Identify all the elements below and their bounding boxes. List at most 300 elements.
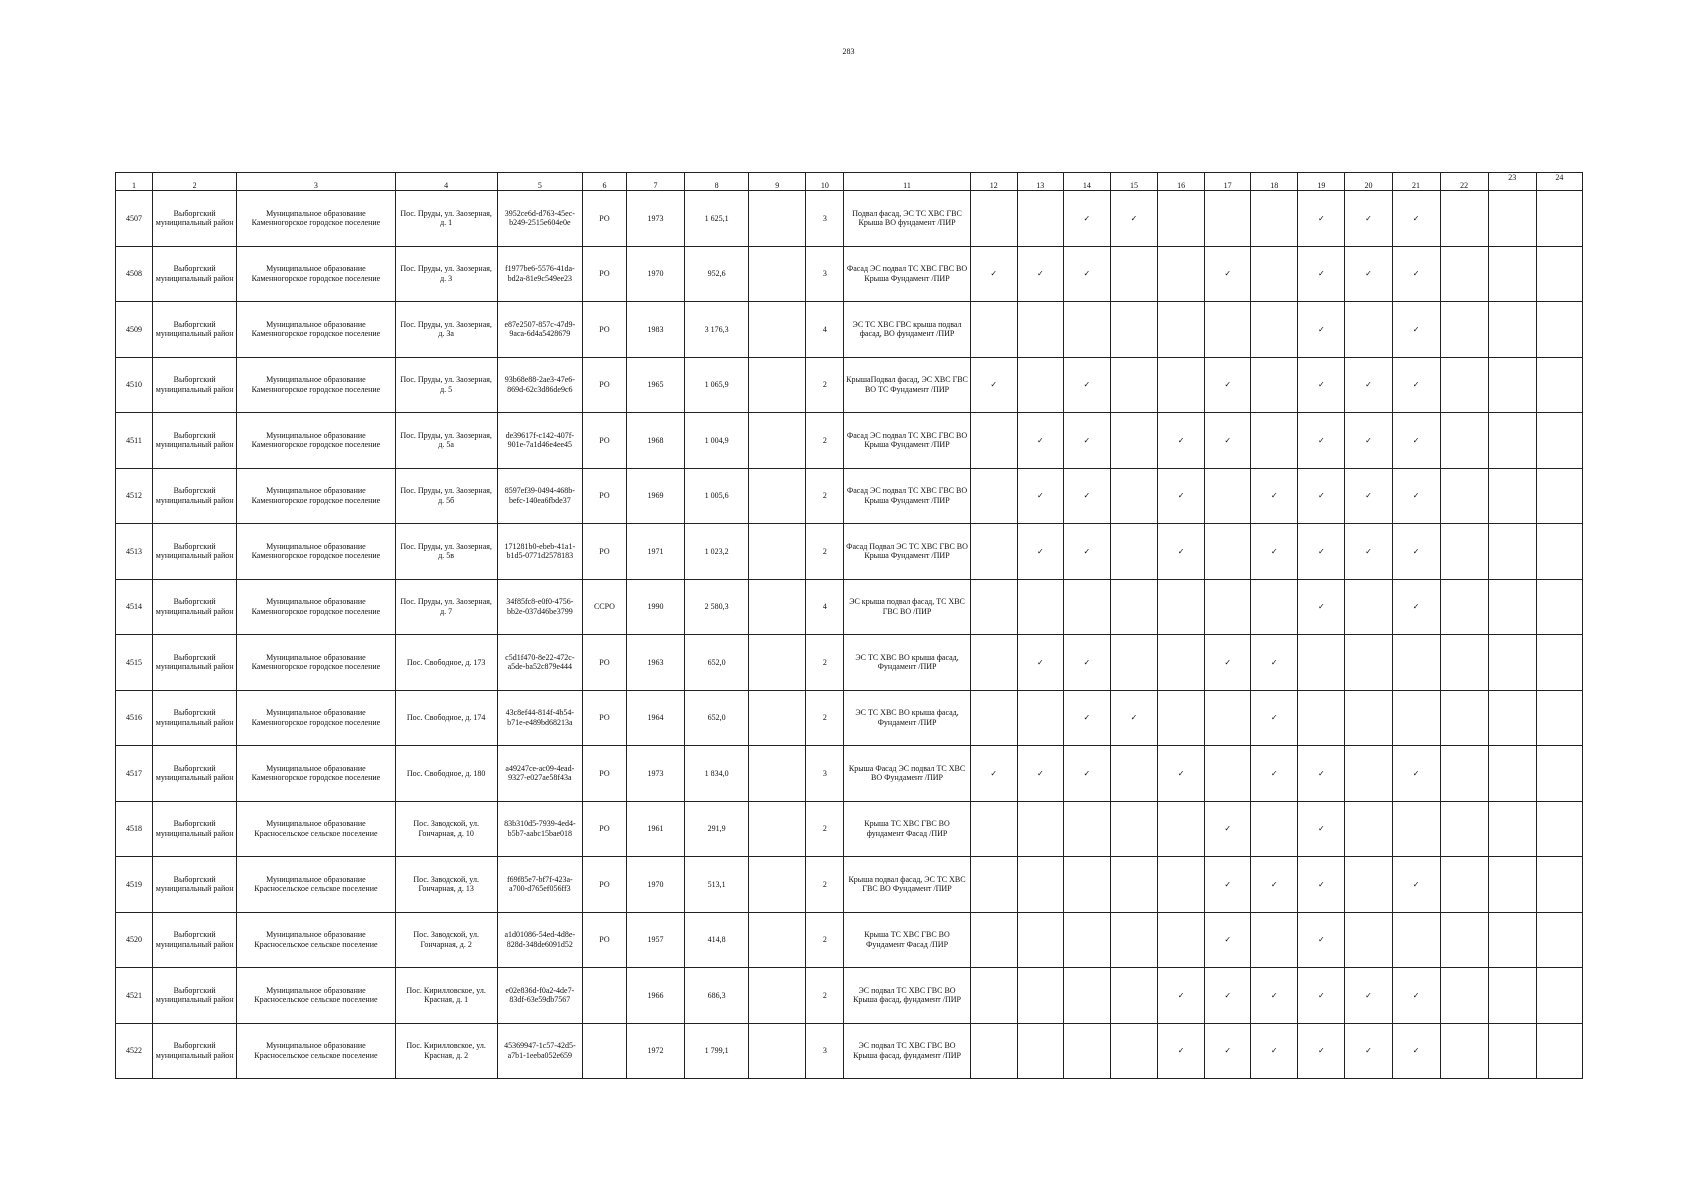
work-cell-col-24 xyxy=(1536,912,1582,968)
work-cell-col-14 xyxy=(1063,468,1110,524)
year-cell: 1990 xyxy=(627,579,685,635)
work-cell-col-15 xyxy=(1110,524,1157,580)
table-row xyxy=(116,857,1583,913)
row-number: 4518 xyxy=(116,801,153,857)
table-row xyxy=(116,357,1583,413)
municipality-cell: Муниципальное образование Каменногорское городское поселение xyxy=(237,468,395,524)
col9-cell xyxy=(749,579,806,635)
column-header-7: 7 xyxy=(627,173,685,191)
work-cell-col-14 xyxy=(1063,968,1110,1024)
row-number: 4520 xyxy=(116,912,153,968)
column-header-9: 9 xyxy=(749,173,806,191)
check-mark-icon: ✓ xyxy=(1177,491,1185,500)
check-mark-icon: ✓ xyxy=(1036,435,1044,445)
work-cell-col-16 xyxy=(1158,579,1205,635)
work-cell-col-15 xyxy=(1110,857,1157,913)
work-cell-col-22 xyxy=(1440,246,1488,302)
col9-cell xyxy=(749,524,806,580)
table-row xyxy=(116,968,1583,1024)
check-mark-icon: ✓ xyxy=(1224,824,1232,833)
work-cell-col-21 xyxy=(1392,857,1440,913)
work-cell-col-16 xyxy=(1158,968,1205,1024)
check-mark-icon: ✓ xyxy=(1365,491,1372,500)
guid-cell: 171281b0-ebeb-41a1-b1d5-0771d2578183 xyxy=(497,524,582,580)
work-cell-col-22 xyxy=(1440,524,1488,580)
area-cell: 652,0 xyxy=(685,635,749,691)
table-row xyxy=(116,413,1583,469)
column-header-12: 12 xyxy=(970,173,1017,191)
work-cell-col-19 xyxy=(1298,468,1345,524)
works-cell: ЭС ТС ХВС ГВС крыша подвал фасад, ВО фундамент /ПИР xyxy=(844,302,970,358)
check-mark-icon: ✓ xyxy=(1270,491,1278,500)
work-cell-col-16 xyxy=(1158,357,1205,413)
work-cell-col-15 xyxy=(1110,246,1157,302)
works-cell: КрышаПодвал фасад, ЭС ХВС ГВС ВО ТС Фундамент /ПИР xyxy=(844,357,970,413)
work-cell-col-23 xyxy=(1488,357,1536,413)
column-header-22: 22 xyxy=(1440,173,1488,191)
work-cell-col-22 xyxy=(1440,912,1488,968)
guid-cell: e02e836d-f0a2-4de7-83df-63e59db7567 xyxy=(497,968,582,1024)
year-cell: 1965 xyxy=(627,357,685,413)
check-mark-icon: ✓ xyxy=(1365,380,1372,389)
work-cell-col-16 xyxy=(1158,1023,1205,1079)
work-cell-col-15 xyxy=(1110,746,1157,802)
work-cell-col-14 xyxy=(1063,1023,1110,1079)
work-cell-col-19 xyxy=(1298,1023,1345,1079)
check-mark-icon: ✓ xyxy=(1412,324,1420,334)
work-cell-col-13 xyxy=(1017,579,1063,635)
check-mark-icon: ✓ xyxy=(1318,380,1325,389)
district-cell: Выборгский муниципальный район xyxy=(153,801,237,857)
check-mark-icon: ✓ xyxy=(1036,491,1044,500)
check-mark-icon: ✓ xyxy=(1412,990,1420,1000)
work-cell-col-13 xyxy=(1017,302,1063,358)
work-cell-col-24 xyxy=(1536,1023,1582,1079)
municipality-cell: Муниципальное образование Каменногорское городское поселение xyxy=(237,579,395,635)
type-cell: РО xyxy=(582,801,626,857)
check-mark-icon: ✓ xyxy=(1130,213,1138,223)
column-header-15: 15 xyxy=(1110,173,1157,191)
work-cell-col-12 xyxy=(970,746,1017,802)
work-cell-col-18 xyxy=(1251,746,1298,802)
work-cell-col-18 xyxy=(1251,413,1298,469)
work-cell-col-23 xyxy=(1488,746,1536,802)
row-number: 4522 xyxy=(116,1023,153,1079)
work-cell-col-24 xyxy=(1536,246,1582,302)
work-cell-col-22 xyxy=(1440,746,1488,802)
address-cell: Пос. Пруды, ул. Заозерная, д. 5б xyxy=(395,468,497,524)
address-cell: Пос. Заводской, ул. Гончарная, д. 2 xyxy=(395,912,497,968)
work-cell-col-18 xyxy=(1251,357,1298,413)
address-cell: Пос. Свободное, д. 174 xyxy=(395,690,497,746)
works-cell: Крыша Фасад ЭС подвал ТС ХВС ВО Фундамент /ПИР xyxy=(844,746,970,802)
work-cell-col-12 xyxy=(970,635,1017,691)
check-mark-icon: ✓ xyxy=(1224,435,1232,445)
work-cell-col-14 xyxy=(1063,746,1110,802)
check-mark-icon: ✓ xyxy=(1177,1046,1185,1055)
works-cell: ЭС подвал ТС ХВС ГВС ВО Крыша фасад, фундамент /ПИР xyxy=(844,968,970,1024)
municipality-cell: Муниципальное образование Каменногорское городское поселение xyxy=(237,524,395,580)
work-cell-col-19 xyxy=(1298,746,1345,802)
col10-cell: 3 xyxy=(806,1023,844,1079)
work-cell-col-24 xyxy=(1536,801,1582,857)
municipality-cell: Муниципальное образование Каменногорское городское поселение xyxy=(237,302,395,358)
work-cell-col-14 xyxy=(1063,524,1110,580)
work-cell-col-18 xyxy=(1251,801,1298,857)
work-cell-col-15 xyxy=(1110,635,1157,691)
work-cell-col-17 xyxy=(1205,635,1251,691)
work-cell-col-19 xyxy=(1298,635,1345,691)
check-mark-icon: ✓ xyxy=(1036,546,1044,556)
check-mark-icon: ✓ xyxy=(1412,269,1420,278)
col10-cell: 2 xyxy=(806,801,844,857)
check-mark-icon: ✓ xyxy=(1083,713,1091,722)
work-cell-col-17 xyxy=(1205,246,1251,302)
work-cell-col-14 xyxy=(1063,801,1110,857)
works-cell: Фасад ЭС подвал ТС ХВС ГВС ВО Крыша Фундамент /ПИР xyxy=(844,413,970,469)
work-cell-col-18 xyxy=(1251,524,1298,580)
work-cell-col-22 xyxy=(1440,191,1488,247)
check-mark-icon: ✓ xyxy=(990,768,998,778)
work-cell-col-12 xyxy=(970,1023,1017,1079)
check-mark-icon: ✓ xyxy=(1270,1046,1278,1055)
work-cell-col-20 xyxy=(1345,912,1392,968)
work-cell-col-15 xyxy=(1110,302,1157,358)
work-cell-col-19 xyxy=(1298,857,1345,913)
work-cell-col-23 xyxy=(1488,801,1536,857)
column-header-18: 18 xyxy=(1251,173,1298,191)
work-cell-col-21 xyxy=(1392,690,1440,746)
table-row xyxy=(116,1023,1583,1079)
area-cell: 686,3 xyxy=(685,968,749,1024)
district-cell: Выборгский муниципальный район xyxy=(153,635,237,691)
check-mark-icon: ✓ xyxy=(1270,879,1278,889)
area-cell: 3 176,3 xyxy=(685,302,749,358)
works-cell: Фасад ЭС подвал ТС ХВС ГВС ВО Крыша Фундамент /ПИР xyxy=(844,246,970,302)
work-cell-col-20 xyxy=(1345,246,1392,302)
table-row xyxy=(116,579,1583,635)
year-cell: 1969 xyxy=(627,468,685,524)
work-cell-col-14 xyxy=(1063,912,1110,968)
municipality-cell: Муниципальное образование Красносельское сельское поселение xyxy=(237,801,395,857)
work-cell-col-12 xyxy=(970,912,1017,968)
check-mark-icon: ✓ xyxy=(1412,879,1420,889)
type-cell: РО xyxy=(582,857,626,913)
work-cell-col-17 xyxy=(1205,413,1251,469)
municipality-cell: Муниципальное образование Каменногорское городское поселение xyxy=(237,746,395,802)
work-cell-col-24 xyxy=(1536,357,1582,413)
row-number: 4507 xyxy=(116,191,153,247)
work-cell-col-15 xyxy=(1110,579,1157,635)
col9-cell xyxy=(749,357,806,413)
district-cell: Выборгский муниципальный район xyxy=(153,968,237,1024)
work-cell-col-20 xyxy=(1345,746,1392,802)
row-number: 4513 xyxy=(116,524,153,580)
check-mark-icon: ✓ xyxy=(1130,713,1138,722)
work-cell-col-21 xyxy=(1392,468,1440,524)
work-cell-col-17 xyxy=(1205,857,1251,913)
area-cell: 513,1 xyxy=(685,857,749,913)
work-cell-col-15 xyxy=(1110,801,1157,857)
check-mark-icon: ✓ xyxy=(1270,713,1278,722)
table-row xyxy=(116,801,1583,857)
check-mark-icon: ✓ xyxy=(1177,435,1185,445)
work-cell-col-24 xyxy=(1536,191,1582,247)
work-cell-col-14 xyxy=(1063,246,1110,302)
col10-cell: 2 xyxy=(806,968,844,1024)
column-header-1: 1 xyxy=(116,173,153,191)
check-mark-icon: ✓ xyxy=(1365,213,1372,223)
address-cell: Пос. Пруды, ул. Заозерная, д. 5 xyxy=(395,357,497,413)
work-cell-col-13 xyxy=(1017,857,1063,913)
col10-cell: 4 xyxy=(806,302,844,358)
guid-cell: 93b68e88-2ae3-47e6-869d-62c3d86de9c6 xyxy=(497,357,582,413)
column-header-11: 11 xyxy=(844,173,970,191)
municipality-cell: Муниципальное образование Каменногорское городское поселение xyxy=(237,635,395,691)
work-cell-col-20 xyxy=(1345,191,1392,247)
municipality-cell: Муниципальное образование Красносельское сельское поселение xyxy=(237,857,395,913)
year-cell: 1968 xyxy=(627,413,685,469)
work-cell-col-16 xyxy=(1158,524,1205,580)
guid-cell: de39617f-c142-407f-901e-7a1d46e4ee45 xyxy=(497,413,582,469)
municipality-cell: Муниципальное образование Каменногорское городское поселение xyxy=(237,413,395,469)
work-cell-col-22 xyxy=(1440,1023,1488,1079)
col10-cell: 3 xyxy=(806,246,844,302)
column-header-20: 20 xyxy=(1345,173,1392,191)
work-cell-col-13 xyxy=(1017,635,1063,691)
work-cell-col-19 xyxy=(1298,912,1345,968)
col10-cell: 3 xyxy=(806,746,844,802)
work-cell-col-22 xyxy=(1440,579,1488,635)
work-cell-col-13 xyxy=(1017,801,1063,857)
col10-cell: 2 xyxy=(806,468,844,524)
work-cell-col-18 xyxy=(1251,635,1298,691)
works-cell: Фасад ЭС подвал ТС ХВС ГВС ВО Крыша Фундамент /ПИР xyxy=(844,468,970,524)
col9-cell xyxy=(749,635,806,691)
row-number: 4517 xyxy=(116,746,153,802)
check-mark-icon: ✓ xyxy=(1412,1046,1420,1055)
work-cell-col-24 xyxy=(1536,468,1582,524)
work-cell-col-13 xyxy=(1017,413,1063,469)
check-mark-icon: ✓ xyxy=(1083,657,1091,667)
district-cell: Выборгский муниципальный район xyxy=(153,468,237,524)
year-cell: 1973 xyxy=(627,191,685,247)
check-mark-icon: ✓ xyxy=(1318,269,1325,278)
work-cell-col-20 xyxy=(1345,468,1392,524)
work-cell-col-22 xyxy=(1440,690,1488,746)
area-cell: 952,6 xyxy=(685,246,749,302)
work-cell-col-24 xyxy=(1536,968,1582,1024)
table-row xyxy=(116,191,1583,247)
work-cell-col-16 xyxy=(1158,857,1205,913)
district-cell: Выборгский муниципальный район xyxy=(153,302,237,358)
work-cell-col-12 xyxy=(970,968,1017,1024)
work-cell-col-20 xyxy=(1345,357,1392,413)
work-cell-col-19 xyxy=(1298,357,1345,413)
work-cell-col-23 xyxy=(1488,246,1536,302)
row-number: 4521 xyxy=(116,968,153,1024)
work-cell-col-17 xyxy=(1205,690,1251,746)
address-cell: Пос. Пруды, ул. Заозерная, д. 7 xyxy=(395,579,497,635)
column-header-13: 13 xyxy=(1017,173,1063,191)
year-cell: 1970 xyxy=(627,857,685,913)
guid-cell: 45369947-1c57-42d5-a7b1-1eeba052e659 xyxy=(497,1023,582,1079)
check-mark-icon: ✓ xyxy=(1270,768,1278,778)
year-cell: 1966 xyxy=(627,968,685,1024)
column-header-3: 3 xyxy=(237,173,395,191)
work-cell-col-23 xyxy=(1488,857,1536,913)
district-cell: Выборгский муниципальный район xyxy=(153,746,237,802)
check-mark-icon: ✓ xyxy=(1318,935,1325,944)
col10-cell: 2 xyxy=(806,524,844,580)
work-cell-col-19 xyxy=(1298,413,1345,469)
work-cell-col-15 xyxy=(1110,690,1157,746)
address-cell: Пос. Свободное, д. 173 xyxy=(395,635,497,691)
work-cell-col-21 xyxy=(1392,302,1440,358)
work-cell-col-21 xyxy=(1392,1023,1440,1079)
work-cell-col-21 xyxy=(1392,413,1440,469)
district-cell: Выборгский муниципальный район xyxy=(153,912,237,968)
header-row xyxy=(116,173,1583,191)
table-body xyxy=(116,191,1583,1079)
table-row xyxy=(116,635,1583,691)
address-cell: Пос. Свободное, д. 180 xyxy=(395,746,497,802)
work-cell-col-16 xyxy=(1158,801,1205,857)
municipality-cell: Муниципальное образование Каменногорское городское поселение xyxy=(237,357,395,413)
page-number: 283 xyxy=(842,47,855,56)
row-number: 4509 xyxy=(116,302,153,358)
work-cell-col-23 xyxy=(1488,579,1536,635)
work-cell-col-16 xyxy=(1158,746,1205,802)
work-cell-col-15 xyxy=(1110,468,1157,524)
work-cell-col-17 xyxy=(1205,1023,1251,1079)
work-cell-col-19 xyxy=(1298,579,1345,635)
work-cell-col-13 xyxy=(1017,246,1063,302)
row-number: 4515 xyxy=(116,635,153,691)
year-cell: 1961 xyxy=(627,801,685,857)
work-cell-col-24 xyxy=(1536,579,1582,635)
column-header-2: 2 xyxy=(153,173,237,191)
check-mark-icon: ✓ xyxy=(1318,1046,1325,1055)
work-cell-col-14 xyxy=(1063,191,1110,247)
municipality-cell: Муниципальное образование Каменногорское городское поселение xyxy=(237,246,395,302)
works-cell: Крыша подвал фасад, ЭС ТС ХВС ГВС ВО Фундамент /ПИР xyxy=(844,857,970,913)
works-cell: Крыша ТС ХВС ГВС ВО фундамент Фасад /ПИР xyxy=(844,801,970,857)
work-cell-col-24 xyxy=(1536,635,1582,691)
work-cell-col-12 xyxy=(970,413,1017,469)
column-header-10: 10 xyxy=(806,173,844,191)
work-cell-col-18 xyxy=(1251,246,1298,302)
check-mark-icon: ✓ xyxy=(1224,935,1232,944)
work-cell-col-12 xyxy=(970,246,1017,302)
check-mark-icon: ✓ xyxy=(1177,546,1185,556)
work-cell-col-21 xyxy=(1392,912,1440,968)
table-row xyxy=(116,302,1583,358)
check-mark-icon: ✓ xyxy=(1224,879,1232,889)
type-cell xyxy=(582,1023,626,1079)
work-cell-col-20 xyxy=(1345,1023,1392,1079)
work-cell-col-13 xyxy=(1017,912,1063,968)
column-header-24: 24 xyxy=(1536,173,1582,191)
district-cell: Выборгский муниципальный район xyxy=(153,857,237,913)
check-mark-icon: ✓ xyxy=(1318,768,1325,778)
work-cell-col-22 xyxy=(1440,968,1488,1024)
work-cell-col-16 xyxy=(1158,690,1205,746)
work-cell-col-12 xyxy=(970,191,1017,247)
check-mark-icon: ✓ xyxy=(1412,546,1420,556)
check-mark-icon: ✓ xyxy=(1318,602,1325,611)
row-number: 4519 xyxy=(116,857,153,913)
work-cell-col-24 xyxy=(1536,746,1582,802)
check-mark-icon: ✓ xyxy=(1224,657,1232,667)
check-mark-icon: ✓ xyxy=(1318,879,1325,889)
area-cell: 1 065,9 xyxy=(685,357,749,413)
work-cell-col-21 xyxy=(1392,801,1440,857)
work-cell-col-18 xyxy=(1251,968,1298,1024)
work-cell-col-23 xyxy=(1488,524,1536,580)
work-cell-col-17 xyxy=(1205,468,1251,524)
check-mark-icon: ✓ xyxy=(1365,990,1372,1000)
check-mark-icon: ✓ xyxy=(1224,380,1232,389)
work-cell-col-13 xyxy=(1017,1023,1063,1079)
col9-cell xyxy=(749,912,806,968)
check-mark-icon: ✓ xyxy=(1270,546,1278,556)
check-mark-icon: ✓ xyxy=(1412,491,1420,500)
work-cell-col-13 xyxy=(1017,524,1063,580)
work-cell-col-19 xyxy=(1298,246,1345,302)
col9-cell xyxy=(749,857,806,913)
check-mark-icon: ✓ xyxy=(1224,990,1232,1000)
district-cell: Выборгский муниципальный район xyxy=(153,246,237,302)
work-cell-col-15 xyxy=(1110,912,1157,968)
work-cell-col-22 xyxy=(1440,357,1488,413)
check-mark-icon: ✓ xyxy=(1318,324,1325,334)
type-cell: РО xyxy=(582,302,626,358)
work-cell-col-12 xyxy=(970,690,1017,746)
work-cell-col-12 xyxy=(970,857,1017,913)
col9-cell xyxy=(749,302,806,358)
work-cell-col-24 xyxy=(1536,302,1582,358)
type-cell: РО xyxy=(582,413,626,469)
work-cell-col-17 xyxy=(1205,801,1251,857)
col9-cell xyxy=(749,968,806,1024)
col9-cell xyxy=(749,690,806,746)
address-cell: Пос. Пруды, ул. Заозерная, д. 5в xyxy=(395,524,497,580)
col10-cell: 2 xyxy=(806,857,844,913)
district-cell: Выборгский муниципальный район xyxy=(153,357,237,413)
column-header-14: 14 xyxy=(1063,173,1110,191)
work-cell-col-15 xyxy=(1110,191,1157,247)
municipality-cell: Муниципальное образование Каменногорское городское поселение xyxy=(237,191,395,247)
work-cell-col-23 xyxy=(1488,635,1536,691)
row-number: 4516 xyxy=(116,690,153,746)
check-mark-icon: ✓ xyxy=(1177,768,1185,778)
check-mark-icon: ✓ xyxy=(1083,269,1091,278)
municipality-cell: Муниципальное образование Красносельское сельское поселение xyxy=(237,968,395,1024)
address-cell: Пос. Кирилловское, ул. Красная, д. 1 xyxy=(395,968,497,1024)
year-cell: 1971 xyxy=(627,524,685,580)
district-cell: Выборгский муниципальный район xyxy=(153,690,237,746)
district-cell: Выборгский муниципальный район xyxy=(153,524,237,580)
works-cell: Крыша ТС ХВС ГВС ВО Фундамент Фасад /ПИР xyxy=(844,912,970,968)
work-cell-col-24 xyxy=(1536,413,1582,469)
address-cell: Пос. Пруды, ул. Заозерная, д. 1 xyxy=(395,191,497,247)
municipality-cell: Муниципальное образование Красносельское сельское поселение xyxy=(237,912,395,968)
work-cell-col-22 xyxy=(1440,801,1488,857)
type-cell: РО xyxy=(582,357,626,413)
check-mark-icon: ✓ xyxy=(1318,990,1325,1000)
type-cell: РО xyxy=(582,468,626,524)
